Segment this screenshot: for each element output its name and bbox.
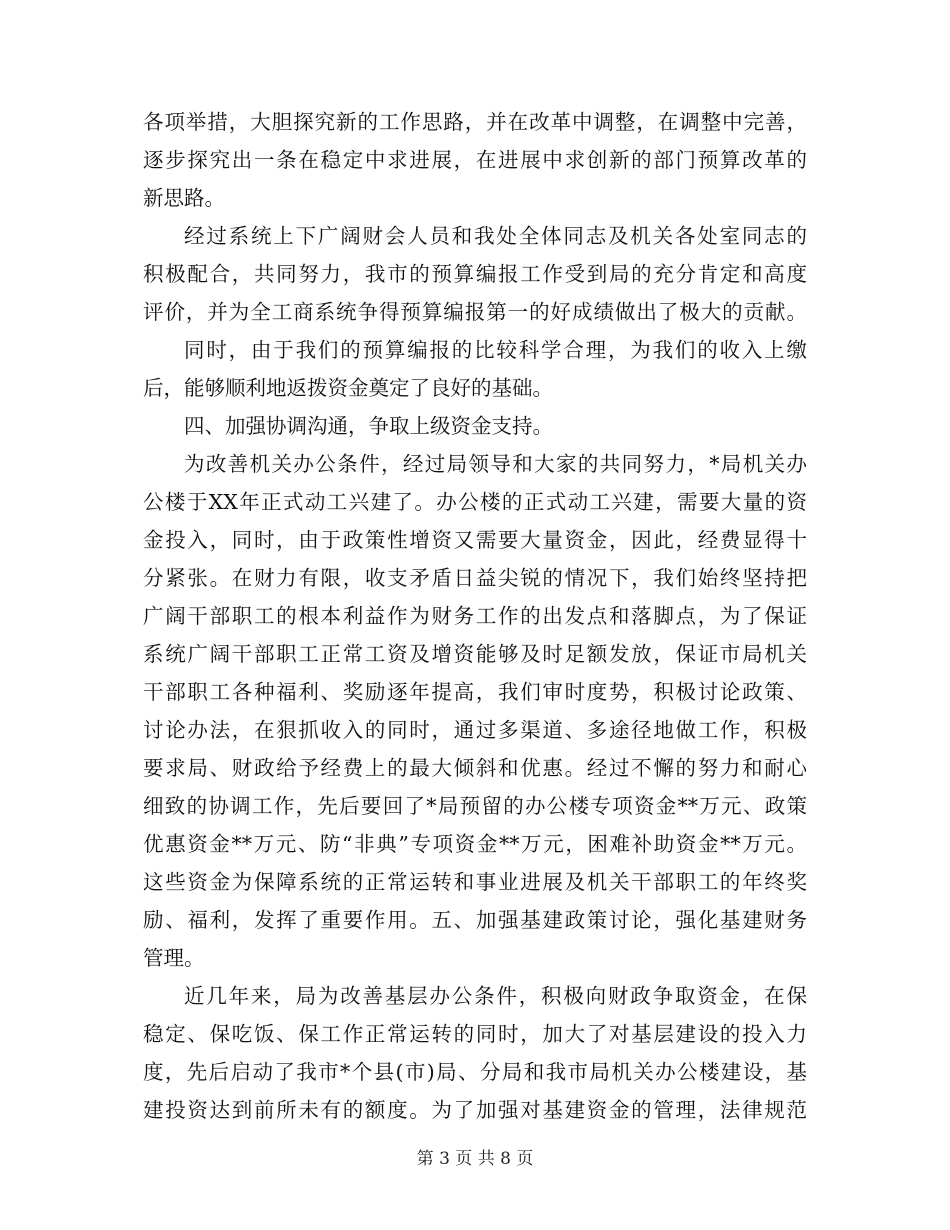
body-text-line: 分紧张。在财力有限，收支矛盾日益尖锐的情况下，我们始终坚持把 bbox=[143, 566, 807, 590]
body-text-line: 稳定、保吃饭、保工作正常运转的同时，加大了对基层建设的投入力 bbox=[143, 1022, 807, 1046]
body-text-line: 系统广阔干部职工正常工资及增资能够及时足额发放，保证市局机关 bbox=[143, 642, 807, 666]
body-text-line: 度，先后启动了我市*个县(市)局、分局和我市局机关办公楼建设，基 bbox=[143, 1060, 807, 1084]
body-text-line: 管理。 bbox=[143, 946, 205, 970]
body-text-line: 励、福利，发挥了重要作用。五、加强基建政策讨论，强化基建财务 bbox=[143, 908, 807, 932]
body-text-line: 经过系统上下广阔财会人员和我处全体同志及机关各处室同志的 bbox=[184, 224, 807, 248]
body-text-line: 干部职工各种福利、奖励逐年提高，我们审时度势，积极讨论政策、 bbox=[143, 680, 807, 704]
body-text-line: 逐步探究出一条在稳定中求进展，在进展中求创新的部门预算改革的 bbox=[143, 148, 807, 172]
body-text-line: 各项举措，大胆探究新的工作思路，并在改革中调整，在调整中完善， bbox=[143, 110, 807, 134]
body-text-line: 公楼于XX年正式动工兴建了。办公楼的正式动工兴建，需要大量的资 bbox=[143, 490, 807, 514]
body-text-line: 积极配合，共同努力，我市的预算编报工作受到局的充分肯定和高度 bbox=[143, 262, 807, 286]
body-text-line: 细致的协调工作，先后要回了*局预留的办公楼专项资金**万元、政策 bbox=[143, 794, 807, 818]
body-text-line: 金投入，同时，由于政策性增资又需要大量资金，因此，经费显得十 bbox=[143, 528, 807, 552]
body-text-line: 优惠资金**万元、防“非典”专项资金**万元，困难补助资金**万元。 bbox=[143, 832, 807, 856]
body-text-line: 新思路。 bbox=[143, 186, 225, 210]
body-text-line: 评价，并为全工商系统争得预算编报第一的好成绩做出了极大的贡献。 bbox=[143, 300, 807, 324]
body-text-line: 要求局、财政给予经费上的最大倾斜和优惠。经过不懈的努力和耐心 bbox=[143, 756, 807, 780]
body-text-line: 近几年来，局为改善基层办公条件，积极向财政争取资金，在保 bbox=[184, 984, 807, 1008]
page-footer: 第 3 页 共 8 页 bbox=[416, 1149, 534, 1169]
body-text-line: 讨论办法，在狠抓收入的同时，通过多渠道、多途径地做工作，积极 bbox=[143, 718, 807, 742]
body-text-line: 四、加强协调沟通，争取上级资金支持。 bbox=[184, 414, 553, 438]
body-text-line: 这些资金为保障系统的正常运转和事业进展及机关干部职工的年终奖 bbox=[143, 870, 807, 894]
document-body bbox=[143, 103, 807, 1129]
body-text-line: 建投资达到前所未有的额度。为了加强对基建资金的管理，法律规范 bbox=[143, 1098, 807, 1122]
body-text-line: 广阔干部职工的根本利益作为财务工作的出发点和落脚点，为了保证 bbox=[143, 604, 807, 628]
body-text-line: 后，能够顺利地返拨资金奠定了良好的基础。 bbox=[143, 376, 553, 400]
body-text-line: 同时，由于我们的预算编报的比较科学合理，为我们的收入上缴 bbox=[184, 338, 807, 362]
body-text-line: 为改善机关办公条件，经过局领导和大家的共同努力，*局机关办 bbox=[184, 452, 807, 476]
